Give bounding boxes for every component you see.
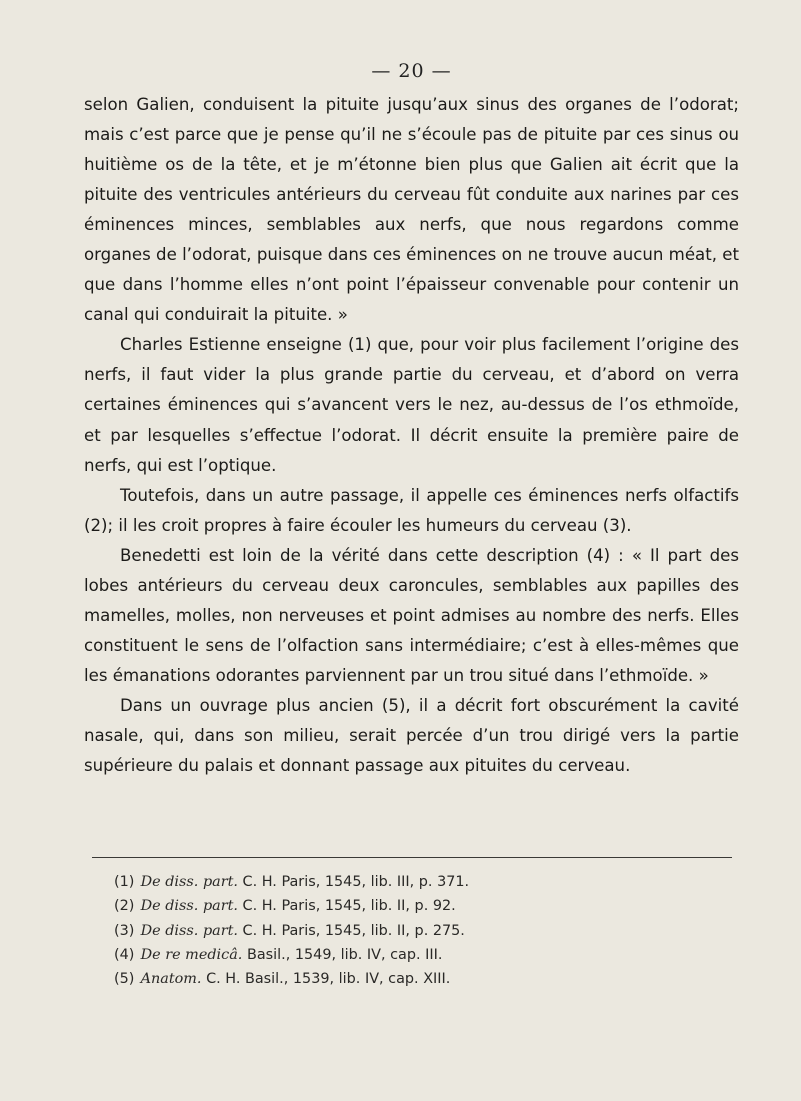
body-text <box>84 90 739 781</box>
footnotes <box>114 870 714 991</box>
book-page <box>84 0 739 1101</box>
footnote-reference: C. H. Paris, 1545, lib. III, p. 371. <box>237 874 470 890</box>
footnote-title: Anatom. <box>140 971 202 988</box>
footnote-number: (5) <box>114 971 135 988</box>
footnote-title: De diss. part. <box>140 874 238 890</box>
paragraph: Dans un ouvrage plus ancien (5), il a décrit fort obscurément la cavité nasale, qui, dans son milieu, serait percée d’un trou dirigé vers la partie supérieure du palais et donnant passage aux pituites du cerveau. <box>84 695 739 776</box>
footnote-title: De re medicâ. <box>140 946 243 963</box>
footnote-reference: C. H. Paris, 1545, lib. II, p. 275. <box>237 922 465 939</box>
footnote-number: (2) <box>114 898 135 915</box>
paragraph: Charles Estienne enseigne (1) que, pour voir plus facilement l’origine des nerfs, il faut vider la plus grande partie du cerveau, et d’abord on verra certaines éminences qui s’avancent vers le nez, au-dessus de l’os ethmoïde, et par lesquelles s’effectue l’odorat. Il décrit ensuite la première paire de nerfs, qui est l’optique. <box>84 335 739 475</box>
paragraph: Toutefois, dans un autre passage, il appelle ces éminences nerfs olfactifs (2); il les croit propres à faire écouler les humeurs du cerveau (3). <box>84 485 739 535</box>
footnote-reference: C. H. Basil., 1539, lib. IV, cap. XIII. <box>201 971 451 988</box>
footnote <box>114 919 714 943</box>
footnote <box>114 894 714 918</box>
footnote <box>114 967 714 991</box>
paragraph: Benedetti est loin de la vérité dans cette description (4) : « Il part des lobes antérieurs du cerveau deux caroncules, semblables aux papilles des mamelles, molles, non nerveuses et point admises au nombre des nerfs. Elles constituent le sens de l’olfaction sans intermédiaire; c’est à elles-mêmes que les émanations odorantes parviennent par un trou situé dans l’ethmoïde. » <box>84 545 739 685</box>
footnote-number: (1) <box>114 874 135 890</box>
footnote-number: (4) <box>114 946 135 963</box>
footnote-reference: C. H. Paris, 1545, lib. II, p. 92. <box>237 898 456 915</box>
page-number: — 20 — <box>371 60 452 82</box>
footnote-title: De diss. part. <box>140 922 238 939</box>
footnote-title: De diss. part. <box>140 898 238 915</box>
paragraph: selon Galien, conduisent la pituite jusqu’aux sinus des organes de l’odorat; mais c’est parce que je pense qu’il ne s’écoule pas de pituite par ces sinus ou huitième os de la tête, et je m’étonne bien plus que Galien ait écrit que la pituite des ventricules antérieurs du cerveau fût conduite aux narines par ces éminences minces, semblables aux nerfs, que nous regardons comme organes de l’odorat, puisque dans ces éminences on ne trouve aucun méat, et que dans l’homme elles n’ont point l’épaisseur convenable pour contenir un canal qui conduirait la pituite. » <box>84 95 739 325</box>
footnote-divider <box>92 857 732 858</box>
footnote-reference: Basil., 1549, lib. IV, cap. III. <box>242 946 443 963</box>
footnote <box>114 870 714 894</box>
footnote <box>114 943 714 967</box>
footnote-number: (3) <box>114 922 135 939</box>
